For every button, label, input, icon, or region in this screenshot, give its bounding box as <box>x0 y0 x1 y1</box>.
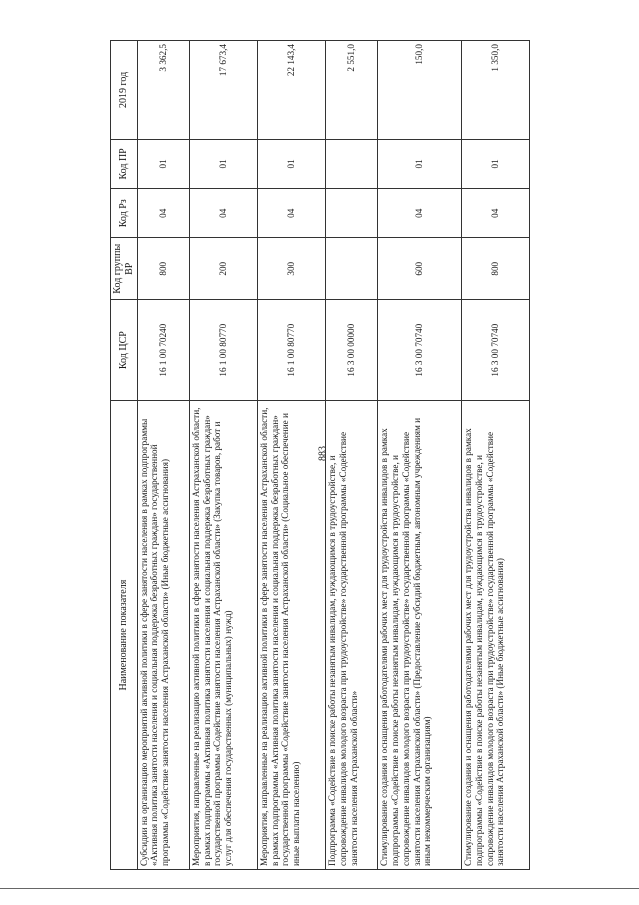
cell-name: Стимулирование создания и оснащения работодателями рабочих мест для трудоустройства инвалидов в рамках подпрограммы «Содействие в поиске работы незанятым инвалидам, нуждающимся в трудоустройстве, и сопровождение инвалидов молодого возраста при трудоустройстве» государственной программы «Содействие занятости населения Астраханской области» (Предоставление субсидий бюджетным, автономным учреждениям и иным некоммерческим организациям) <box>377 401 461 870</box>
cell-csr: 16 3 00 70740 <box>461 300 529 401</box>
cell-name: Стимулирование создания и оснащения работодателями рабочих мест для трудоустройства инвалидов в рамках подпрограммы «Содействие в поиске работы незанятым инвалидам, нуждающимся в трудоустройстве, и сопровождение инвалидов молодого возраста при трудоустройстве» государственной программы «Содействие занятости населения Астраханской области» (Иные бюджетные ассигнования) <box>461 401 529 870</box>
cell-vr: 600 <box>377 238 461 300</box>
cell-vr <box>325 238 377 300</box>
table-container <box>110 40 530 870</box>
cell-name: Мероприятия, направленные на реализацию активной политики в сфере занятости населения Астраханской области, в рамках подпрограммы «Активная политика занятости населения и социальная поддержка безработных граждан» государственной программы «Содействие занятости населения Астраханской области» (Закупка товаров, работ и услуг для обеспечения государственных (муниципальных) нужд) <box>189 401 257 870</box>
header-year: 2019 год <box>111 41 138 140</box>
cell-value: 17 673,4 <box>189 41 257 140</box>
table-row <box>461 41 529 870</box>
cell-csr: 16 1 00 80770 <box>189 300 257 401</box>
cell-pr: 01 <box>461 139 529 188</box>
header-name: Наименование показателя <box>111 401 138 870</box>
cell-csr: 16 1 00 80770 <box>257 300 325 401</box>
header-csr: Код ЦСР <box>111 300 138 401</box>
rotated-page <box>110 40 530 870</box>
cell-csr: 16 1 00 70240 <box>137 300 189 401</box>
cell-rz <box>325 189 377 238</box>
page-number: 883 <box>317 446 329 461</box>
cell-rz: 04 <box>461 189 529 238</box>
cell-value: 22 143,4 <box>257 41 325 140</box>
header-rz: Код Рз <box>111 189 138 238</box>
table-header-row <box>111 41 138 870</box>
cell-name: Субсидии на организацию мероприятий активной политики в сфере занятости населения в рамках подпрограммы «Активная политика занятости населения и социальная поддержка безработных граждан» государственной программы «Содействие занятости населения Астраханской области» (Иные бюджетные ассигнования) <box>137 401 189 870</box>
cell-value: 3 362,5 <box>137 41 189 140</box>
cell-value: 1 350,0 <box>461 41 529 140</box>
cell-vr: 300 <box>257 238 325 300</box>
cell-pr: 01 <box>137 139 189 188</box>
cell-vr: 800 <box>137 238 189 300</box>
table-row <box>189 41 257 870</box>
cell-name: Подпрограмма «Содействие в поиске работы незанятым инвалидам, нуждающимся в трудоустройстве, и сопровождение инвалидов молодого возраста при трудоустройстве» государственной программы «Содействие занятости населения Астраханской области» <box>325 401 377 870</box>
cell-name: Мероприятия, направленные на реализацию активной политики в сфере занятости населения Астраханской области, в рамках подпрограммы «Активная политика занятости населения и социальная поддержка безработных граждан» государственной программы «Содействие занятости населения Астраханской области» (Социальное обеспечение и иные выплаты населению) <box>257 401 325 870</box>
cell-pr <box>325 139 377 188</box>
cell-csr: 16 3 00 70740 <box>377 300 461 401</box>
header-pr: Код ПР <box>111 139 138 188</box>
cell-rz: 04 <box>377 189 461 238</box>
cell-csr: 16 3 00 00000 <box>325 300 377 401</box>
table-row <box>137 41 189 870</box>
cell-value: 150,0 <box>377 41 461 140</box>
cell-rz: 04 <box>137 189 189 238</box>
table-row <box>257 41 325 870</box>
header-vr: Код группы ВР <box>111 238 138 300</box>
cell-vr: 800 <box>461 238 529 300</box>
cell-pr: 01 <box>257 139 325 188</box>
table-row <box>377 41 461 870</box>
cell-pr: 01 <box>189 139 257 188</box>
page-bottom-line <box>0 888 639 889</box>
cell-value: 2 551,0 <box>325 41 377 140</box>
cell-rz: 04 <box>189 189 257 238</box>
table-row <box>325 41 377 870</box>
cell-vr: 200 <box>189 238 257 300</box>
cell-pr: 01 <box>377 139 461 188</box>
budget-table <box>110 40 530 870</box>
cell-rz: 04 <box>257 189 325 238</box>
